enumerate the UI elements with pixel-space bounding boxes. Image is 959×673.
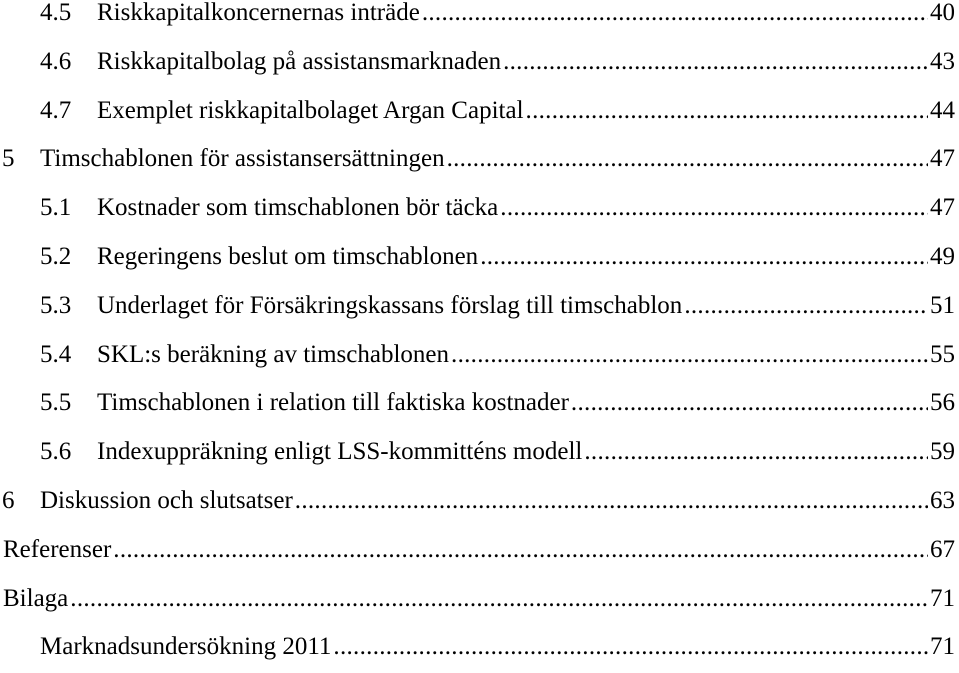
dot-leader [295,478,928,524]
toc-entry-title: Timschablonen i relation till faktiska kostnader [97,389,569,417]
toc-entry-number: 4.6 [40,47,72,75]
toc-entry-title: Kostnader som timschablonen bör täcka [97,194,499,222]
dot-leader [480,234,928,280]
toc-entry[interactable] [0,576,955,625]
toc-entry-page: 51 [930,291,955,319]
toc-entry-title: Referenser [3,535,112,563]
dot-leader [526,88,928,134]
toc-entry-page: 59 [930,438,955,466]
toc-entry-page: 71 [930,633,955,661]
dot-leader [451,332,928,378]
toc-entry-number: 5.2 [40,242,72,270]
toc-entry[interactable] [0,478,955,527]
toc-entry-number: 5.1 [40,194,72,222]
dot-leader [422,0,928,36]
toc-entry-page: 40 [930,0,955,26]
toc-entry-page: 67 [930,535,955,563]
toc-entry-title: Diskussion och slutsatser [40,486,293,514]
toc-entry-page: 47 [930,145,955,173]
toc-entry[interactable] [0,332,955,381]
toc-entry[interactable] [0,527,955,576]
toc-entry-title: Riskkapitalbolag på assistansmarknaden [97,47,502,75]
toc-entry-title: Regeringens beslut om timschablonen [97,242,479,270]
dot-leader [584,429,928,475]
toc-entry-page: 44 [930,96,955,124]
toc-entry-page: 55 [930,340,955,368]
toc-entry-title: Timschablonen för assistansersättningen [40,145,445,173]
toc-entry[interactable] [0,380,955,429]
toc-entry-number: 5 [2,145,15,173]
toc-entry-number: 5.4 [40,340,72,368]
toc-entry-page: 49 [930,242,955,270]
toc-entry[interactable] [0,0,955,39]
dot-leader [113,527,928,573]
toc-entry-title: Exemplet riskkapitalbolaget Argan Capital [97,96,524,124]
toc-entry[interactable] [0,429,955,478]
dot-leader [571,380,928,426]
dot-leader [333,624,928,670]
toc-entry-number: 4.7 [40,96,72,124]
dot-leader [70,576,928,622]
toc-entry[interactable] [0,39,955,88]
toc-entry-title: Marknadsundersökning 2011 [40,633,332,661]
toc-entry-number: 5.3 [40,291,72,319]
toc-entry[interactable] [0,234,955,283]
toc-entry-title: Indexuppräkning enligt LSS-kommitténs modell [97,438,583,466]
toc-entry-number: 4.5 [40,0,72,26]
dot-leader [500,185,928,231]
dot-leader [684,283,928,329]
toc-entry-page: 63 [930,486,955,514]
toc-entry[interactable] [0,624,955,673]
toc-entry-page: 56 [930,389,955,417]
toc-entry-title: Underlaget för Försäkringskassans förslag till timschablon [97,291,683,319]
toc-entry-page: 71 [930,584,955,612]
toc-entry-title: Riskkapitalkoncernernas inträde [97,0,420,26]
toc-entry-number: 6 [2,486,15,514]
dot-leader [447,136,928,182]
toc-entry[interactable] [0,283,955,332]
toc-entry-title: SKL:s beräkning av timschablonen [97,340,450,368]
dot-leader [503,39,928,85]
toc-entry[interactable] [0,136,955,185]
toc-entry[interactable] [0,88,955,137]
toc-entry-number: 5.6 [40,438,72,466]
toc-entry-title: Bilaga [3,584,69,612]
toc-entry[interactable] [0,185,955,234]
toc-entry-page: 43 [930,47,955,75]
toc-entry-page: 47 [930,194,955,222]
toc-entry-number: 5.5 [40,389,72,417]
